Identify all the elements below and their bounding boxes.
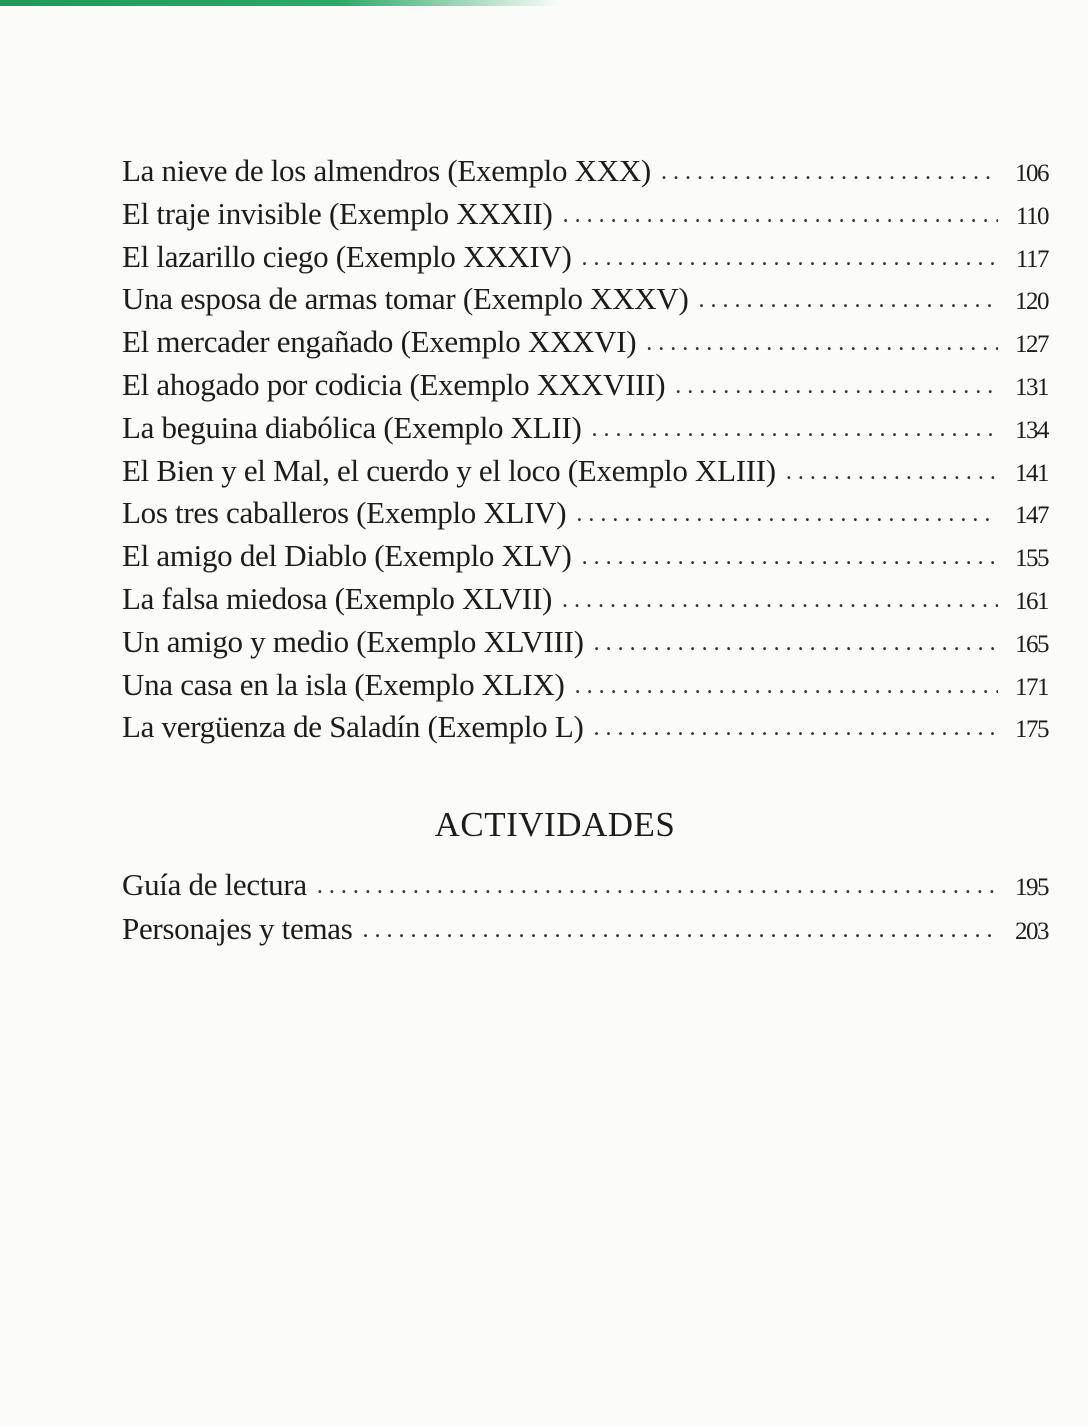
table-of-contents-page [122, 150, 1048, 951]
dot-leader [582, 536, 998, 579]
toc-entry [122, 450, 1048, 493]
toc-entry-page: 131 [1015, 373, 1048, 401]
toc-entry-page: 171 [1015, 673, 1048, 701]
toc-entry-title: El traje invisible (Exemplo XXXII) [122, 195, 553, 231]
toc-entry-title: El Bien y el Mal, el cuerdo y el loco (Exemplo XLIII) [122, 452, 776, 488]
toc-entry-page: 127 [1015, 331, 1048, 359]
dot-leader [562, 579, 998, 622]
toc-entry-title: Una esposa de armas tomar (Exemplo XXXV) [122, 281, 689, 317]
toc-entry [122, 907, 1048, 951]
toc-entry-title: El lazarillo ciego (Exemplo XXXIV) [122, 238, 572, 274]
toc-entry-title: Los tres caballeros (Exemplo XLIV) [122, 495, 567, 531]
toc-entry [122, 150, 1048, 193]
dot-leader [575, 665, 998, 708]
toc-entry [122, 492, 1048, 535]
toc-entry-page: 120 [1015, 288, 1048, 316]
dot-leader [581, 237, 998, 280]
dot-leader [591, 408, 998, 451]
activities-list [122, 863, 1048, 951]
toc-entry-title: La beguina diabólica (Exemplo XLII) [122, 409, 582, 445]
toc-entry-title: El ahogado por codicia (Exemplo XXXVIII) [122, 366, 666, 402]
toc-entry [122, 706, 1048, 749]
toc-entry-page: 147 [1015, 502, 1048, 530]
dot-leader [317, 864, 998, 908]
toc-entry [122, 193, 1048, 236]
toc-entry-page: 117 [1015, 245, 1048, 273]
green-cover-edge [0, 0, 560, 6]
toc-entry-title: Una casa en la isla (Exemplo XLIX) [122, 666, 565, 702]
toc-entry [122, 364, 1048, 407]
dot-leader [576, 493, 998, 536]
toc-entry [122, 236, 1048, 279]
dot-leader [786, 451, 998, 494]
toc-entry [122, 664, 1048, 707]
toc-entry-page: 134 [1015, 416, 1048, 444]
toc-entry-title: Personajes y temas [122, 911, 353, 947]
toc-entry-title: El amigo del Diablo (Exemplo XLV) [122, 538, 572, 574]
dot-leader [563, 194, 998, 237]
dot-leader [594, 707, 999, 750]
toc-entry-page: 161 [1015, 587, 1048, 615]
activities-heading: ACTIVIDADES [434, 805, 676, 845]
toc-entry [122, 535, 1048, 578]
toc-entry-title: La nieve de los almendros (Exemplo XXX) [122, 153, 651, 188]
dot-leader [646, 322, 998, 365]
dot-leader [675, 365, 998, 408]
toc-entry [122, 321, 1048, 364]
toc-entry-page: 195 [1015, 874, 1048, 902]
toc-entry-title: La vergüenza de Saladín (Exemplo L) [122, 709, 584, 745]
toc-entry [122, 278, 1048, 321]
toc-entry [122, 578, 1048, 621]
toc-entry-page: 165 [1015, 630, 1048, 658]
toc-entry [122, 863, 1048, 907]
toc-entry-title: Un amigo y medio (Exemplo XLVIII) [122, 623, 584, 659]
dot-leader [661, 151, 998, 194]
toc-entry [122, 621, 1048, 664]
toc-entry [122, 407, 1048, 450]
dot-leader [699, 279, 999, 322]
dot-leader [363, 908, 999, 952]
toc-entry-page: 155 [1015, 545, 1048, 573]
toc-entry-page: 110 [1015, 202, 1048, 230]
toc-entry-title: Guía de lectura [122, 867, 307, 903]
contents-list [122, 150, 1048, 749]
toc-entry-page: 203 [1015, 918, 1048, 946]
toc-entry-title: La falsa miedosa (Exemplo XLVII) [122, 580, 553, 616]
dot-leader [594, 622, 998, 665]
toc-entry-page: 141 [1015, 459, 1048, 487]
toc-entry-page: 106 [1015, 160, 1048, 187]
toc-entry-page: 175 [1015, 716, 1048, 744]
toc-entry-title: El mercader engañado (Exemplo XXXVI) [122, 324, 637, 360]
